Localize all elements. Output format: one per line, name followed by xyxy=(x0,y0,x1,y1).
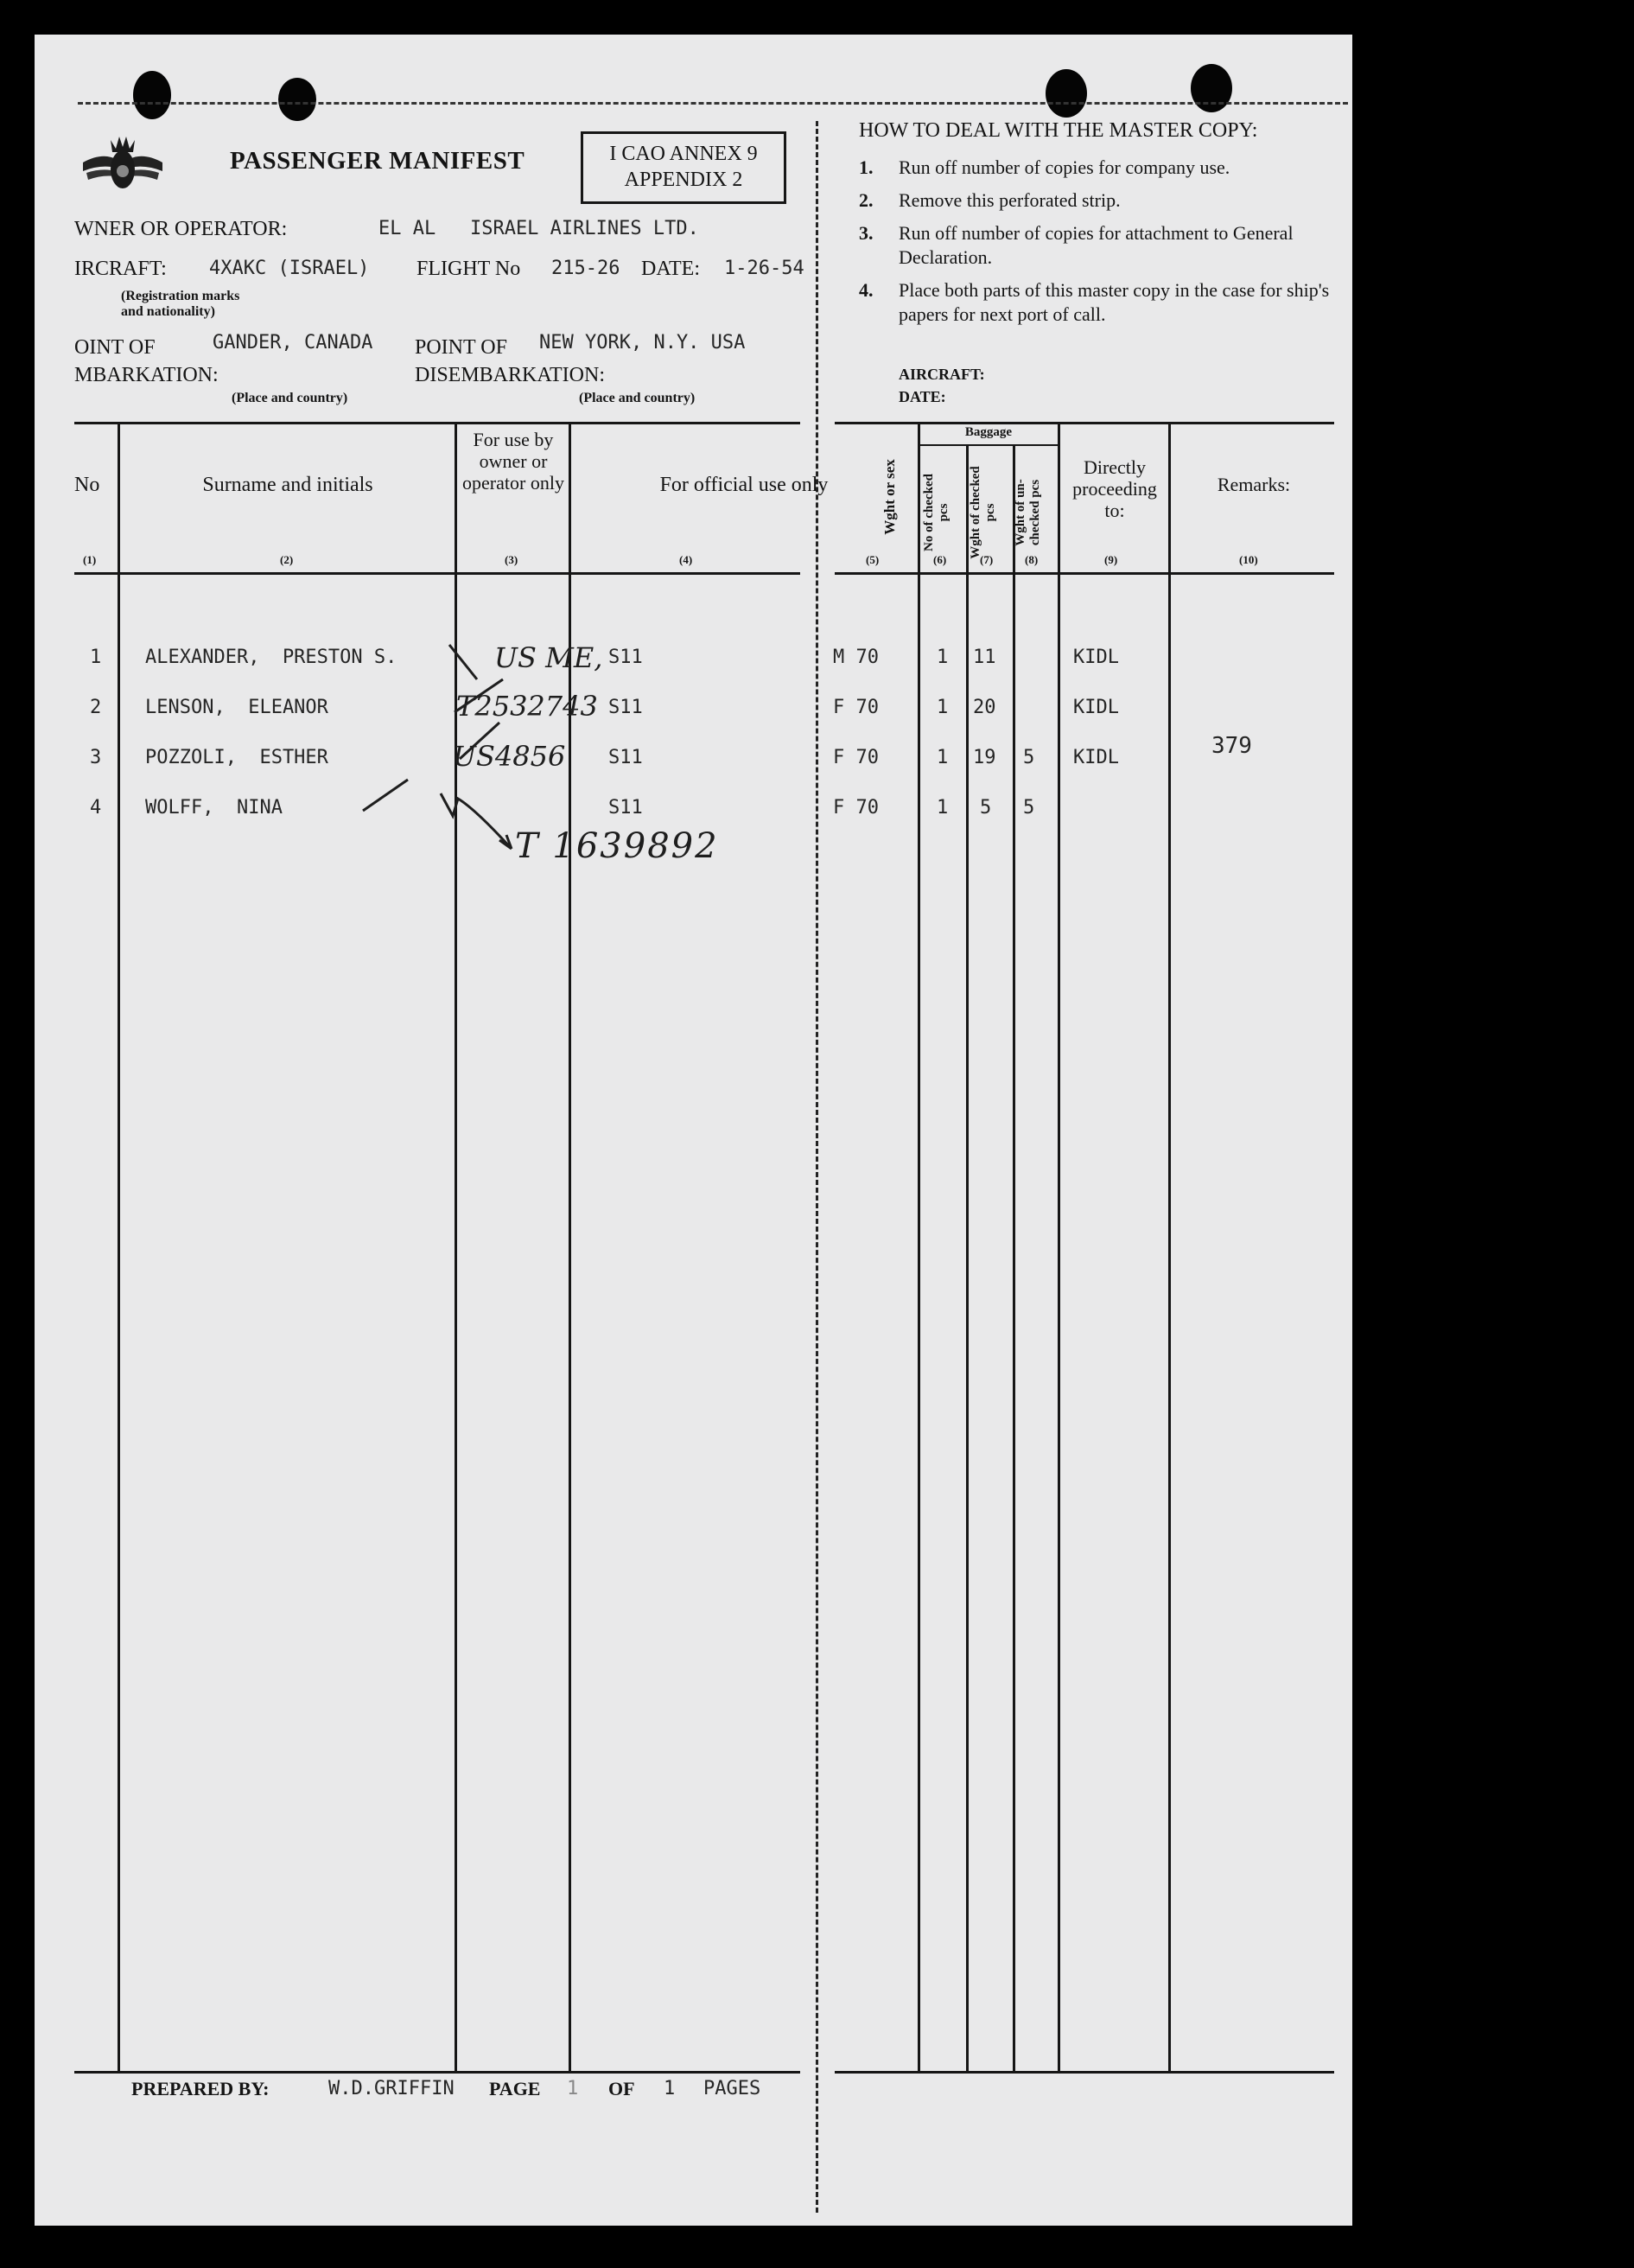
punch-hole xyxy=(133,71,171,119)
registration-note: (Registration marks and nationality) xyxy=(121,289,240,319)
col-num: (5) xyxy=(866,553,880,566)
punch-hole xyxy=(1191,64,1232,112)
pages-value: 1 xyxy=(664,2078,676,2099)
date-label: DATE: xyxy=(641,258,700,280)
annex-line-1: I CAO ANNEX 9 xyxy=(609,143,758,165)
annex-line-2: APPENDIX 2 xyxy=(624,169,743,191)
col-header-checked-pcs: No of checked pcs xyxy=(922,474,951,551)
col-header-proceeding: Directly proceeding to: xyxy=(1072,456,1157,521)
date-value: 1-26-54 xyxy=(724,258,804,279)
icao-annex-box xyxy=(581,131,786,204)
col-num: (1) xyxy=(83,553,97,566)
aircraft-value: 4XAKC (ISRAEL) xyxy=(209,258,370,279)
table-header-rule-left xyxy=(74,572,800,575)
col-header-remarks: Remarks: xyxy=(1217,474,1291,495)
col-num: (2) xyxy=(280,553,294,566)
disembarkation-value: NEW YORK, N.Y. USA xyxy=(539,332,746,354)
col-header-official: For official use only xyxy=(659,474,829,496)
embarkation-label: OINT OF MBARKATION: xyxy=(74,336,219,386)
col-divider xyxy=(966,444,969,2073)
col-header-baggage: Baggage xyxy=(964,425,1013,439)
punch-hole xyxy=(278,78,316,121)
embarkation-note: (Place and country) xyxy=(232,391,348,405)
remarks-note: 379 xyxy=(1211,733,1252,759)
col-num: (8) xyxy=(1025,553,1039,566)
form-title: PASSENGER MANIFEST xyxy=(230,147,525,175)
col-num: (9) xyxy=(1104,553,1118,566)
table-row: 2 LENSON, ELEANOR T2532743 S11 F 70 1 20 KIDL xyxy=(90,690,1119,723)
col-header-checked-wght: Wght of checked pcs xyxy=(969,466,997,559)
col-num: (6) xyxy=(933,553,947,566)
page-value: 1 xyxy=(567,2078,579,2099)
prepared-by-label: PREPARED BY: xyxy=(131,2078,270,2099)
prepared-by-value: W.D.GRIFFIN xyxy=(328,2078,455,2099)
col-num: (7) xyxy=(980,553,994,566)
aircraft-label: IRCRAFT: xyxy=(74,258,167,280)
table-top-rule-left xyxy=(74,422,800,424)
winged-crown-logo-icon xyxy=(76,121,169,199)
col-divider xyxy=(1013,444,1015,2073)
owner-value: EL AL ISRAEL AIRLINES LTD. xyxy=(378,218,699,239)
page-label: PAGE xyxy=(489,2078,541,2099)
flight-label: FLIGHT No xyxy=(416,258,521,280)
col-num: (3) xyxy=(505,553,518,566)
col-header-owner-use: For use by owner or operator only xyxy=(462,429,564,494)
instruction-item: 2. Remove this perforated strip. xyxy=(859,189,1121,211)
manifest-sheet xyxy=(35,35,1352,2226)
flight-value: 215-26 xyxy=(551,258,620,279)
baggage-rule xyxy=(919,444,1058,446)
disembarkation-note: (Place and country) xyxy=(579,391,696,405)
col-num: (10) xyxy=(1239,553,1258,566)
table-header-rule-right xyxy=(835,572,1334,575)
embarkation-value: GANDER, CANADA xyxy=(213,332,373,354)
perforation-line xyxy=(78,102,1348,105)
handwritten-ticket-number: T 1639892 xyxy=(515,826,719,866)
instructions-list xyxy=(859,156,1369,327)
punch-hole xyxy=(1046,69,1087,118)
table-top-rule-right xyxy=(835,422,1334,424)
instructions-aircraft-date: AIRCRAFT: DATE: xyxy=(899,366,985,405)
table-row: 1 ALEXANDER, PRESTON S. US ME, S11 M 70 1 11 KIDL xyxy=(90,641,1119,674)
table-bottom-rule-left xyxy=(74,2071,800,2074)
table-row: 3 POZZOLI, ESTHER US4856 S11 F 70 1 19 5 KIDL xyxy=(90,740,1119,773)
table-row: 4 WOLFF, NINA S11 F 70 1 5 5 xyxy=(90,797,1035,819)
instructions-title: HOW TO DEAL WITH THE MASTER COPY: xyxy=(859,119,1258,142)
pages-label: PAGES xyxy=(703,2078,761,2099)
table-bottom-rule-right xyxy=(835,2071,1334,2074)
col-header-unchecked-wght: Wght of un-checked pcs xyxy=(1014,479,1042,546)
of-label: OF xyxy=(608,2078,635,2099)
owner-label: WNER OR OPERATOR: xyxy=(74,218,288,240)
instruction-item: 3. Run off number of copies for attachment to General Declaration. xyxy=(859,222,1294,268)
col-header-name: Surname and initials xyxy=(202,474,373,496)
perforated-divider xyxy=(816,121,818,2213)
disembarkation-label: POINT OF DISEMBARKATION: xyxy=(415,336,606,386)
instruction-item: 4. Place both parts of this master copy in the case for ship's papers for next port of call. xyxy=(859,279,1330,325)
instruction-item: 1. Run off number of copies for company use. xyxy=(859,156,1230,178)
col-header-weight-sex: Wght or sex xyxy=(881,459,898,535)
col-num: (4) xyxy=(679,553,693,566)
col-header-no: No xyxy=(74,474,100,496)
